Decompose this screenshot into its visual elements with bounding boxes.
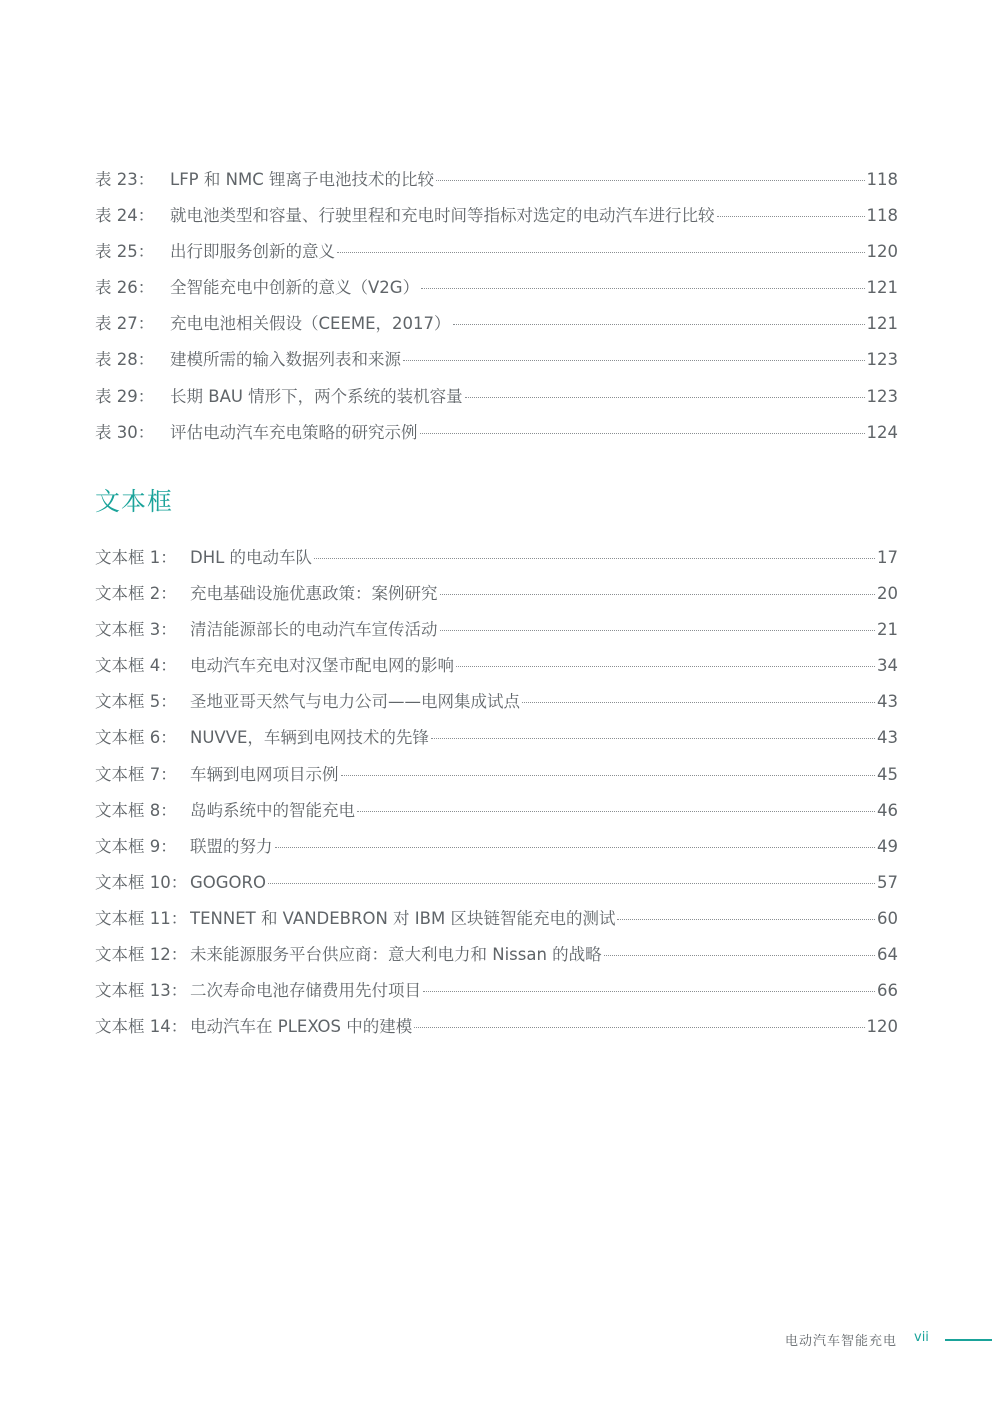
entry-title: GOGORO [190, 872, 266, 892]
entry-label: 表 27： [95, 314, 155, 334]
entry-page: 123 [866, 350, 898, 370]
entry-title: 就电池类型和容量、行驶里程和充电时间等指标对选定的电动汽车进行比较 [170, 206, 715, 226]
entry-page: 123 [866, 386, 898, 406]
entry-label: 表 23： [95, 170, 155, 189]
entry-label: 文本框 12： [95, 945, 188, 965]
entry-title: TENNET 和 VANDEBRON 对 IBM 区块链智能充电的测试 [190, 908, 616, 928]
entry-page: 121 [866, 314, 898, 334]
entry-title: NUVVE，车辆到电网技术的先锋 [190, 728, 429, 748]
entry-label: 表 24： [95, 206, 155, 226]
dot-leader [617, 918, 875, 920]
dot-leader [268, 882, 875, 884]
entry-title: 圣地亚哥天然气与电力公司——电网集成试点 [190, 692, 520, 712]
toc-entry-table-27[interactable] [95, 314, 898, 350]
dot-leader [275, 846, 876, 848]
entry-title: 电动汽车充电对汉堡市配电网的影响 [190, 656, 454, 676]
entry-title: 联盟的努力 [190, 836, 273, 856]
toc-entry-table-25[interactable] [95, 242, 898, 278]
entry-page: 64 [877, 945, 898, 965]
entry-page: 49 [877, 836, 898, 856]
dot-leader [341, 774, 876, 776]
entry-title: 充电基础设施优惠政策：案例研究 [190, 584, 438, 604]
toc-entry-table-29[interactable] [95, 387, 898, 423]
toc-entry-box-4[interactable] [95, 656, 898, 692]
toc-entry-box-3[interactable] [95, 620, 898, 656]
entry-title: 出行即服务创新的意义 [170, 242, 335, 262]
entry-label: 文本框 9： [95, 836, 177, 856]
entry-label: 文本框 13： [95, 981, 188, 1001]
dot-leader [522, 701, 875, 703]
toc-entry-table-28[interactable] [95, 350, 898, 386]
entry-title: 车辆到电网项目示例 [190, 764, 339, 784]
entry-page: 66 [877, 981, 898, 1001]
tables-list [95, 170, 898, 459]
dot-leader [403, 359, 865, 361]
entry-label: 文本框 5： [95, 692, 177, 712]
dot-leader [314, 557, 875, 559]
dot-leader [420, 432, 865, 434]
entry-label: 文本框 14： [95, 1017, 188, 1037]
entry-label: 表 29： [95, 386, 155, 406]
page-footer [0, 1330, 992, 1350]
toc-entry-box-5[interactable] [95, 692, 898, 728]
toc-entry-box-2[interactable] [95, 584, 898, 620]
entry-page: 43 [877, 728, 898, 748]
toc-entry-box-11[interactable] [95, 909, 898, 945]
entry-page: 121 [866, 278, 898, 298]
entry-page: 120 [866, 242, 898, 262]
entry-title: 评估电动汽车充电策略的研究示例 [170, 422, 418, 442]
entry-page: 43 [877, 692, 898, 712]
dot-leader [453, 323, 865, 325]
entry-page: 124 [866, 422, 898, 442]
entry-label: 文本框 8： [95, 800, 177, 820]
toc-entry-table-26[interactable] [95, 278, 898, 314]
entry-label: 文本框 4： [95, 656, 177, 676]
dot-leader [717, 215, 865, 217]
entry-title: 全智能充电中创新的意义（V2G） [170, 278, 420, 298]
dot-leader [440, 593, 876, 595]
dot-leader [456, 665, 875, 667]
toc-entry-box-12[interactable] [95, 945, 898, 981]
toc-entry-box-9[interactable] [95, 837, 898, 873]
dot-leader [357, 810, 875, 812]
toc-entry-box-7[interactable] [95, 765, 898, 801]
dot-leader [431, 737, 875, 739]
dot-leader [440, 629, 876, 631]
dot-leader [465, 396, 865, 398]
entry-label: 表 28： [95, 350, 155, 370]
dot-leader [414, 1026, 864, 1028]
entry-page: 21 [877, 620, 898, 640]
toc-entry-table-30[interactable] [95, 423, 898, 459]
page-number: vii [914, 1330, 929, 1345]
footer-title: 电动汽车智能充电 [784, 1334, 897, 1349]
toc-entry-box-8[interactable] [95, 801, 898, 837]
toc-entry-box-6[interactable] [95, 728, 898, 764]
entry-label: 文本框 7： [95, 764, 177, 784]
entry-title: DHL 的电动车队 [190, 548, 313, 567]
entry-page: 17 [877, 548, 898, 567]
toc-entry-box-1[interactable] [95, 548, 898, 584]
dot-leader [423, 990, 875, 992]
footer-rule [945, 1339, 992, 1341]
toc-entry-box-10[interactable] [95, 873, 898, 909]
toc-entry-table-23[interactable] [95, 170, 898, 206]
entry-label: 文本框 3： [95, 620, 177, 640]
entry-page: 120 [866, 1017, 898, 1037]
entry-title: 二次寿命电池存储费用先付项目 [190, 981, 421, 1001]
entry-page: 57 [877, 872, 898, 892]
entry-page: 46 [877, 800, 898, 820]
boxes-list [95, 548, 898, 1053]
entry-label: 表 30： [95, 422, 155, 442]
entry-label: 文本框 2： [95, 584, 177, 604]
entry-title: 长期 BAU 情形下，两个系统的装机容量 [170, 386, 463, 406]
entry-title: 建模所需的输入数据列表和来源 [170, 350, 401, 370]
section-heading-boxes: 文本框 [95, 487, 174, 516]
entry-label: 文本框 1： [95, 548, 177, 567]
entry-page: 118 [866, 206, 898, 226]
entry-title: 岛屿系统中的智能充电 [190, 800, 355, 820]
entry-page: 118 [866, 170, 898, 189]
entry-label: 文本框 6： [95, 728, 177, 748]
entry-page: 45 [877, 764, 898, 784]
entry-page: 60 [877, 908, 898, 928]
dot-leader [436, 179, 865, 181]
toc-entry-box-13[interactable] [95, 981, 898, 1017]
toc-entry-box-14[interactable] [95, 1017, 898, 1053]
toc-entry-table-24[interactable] [95, 206, 898, 242]
entry-title: LFP 和 NMC 锂离子电池技术的比较 [170, 170, 434, 189]
entry-label: 表 26： [95, 278, 155, 298]
entry-page: 20 [877, 584, 898, 604]
entry-page: 34 [877, 656, 898, 676]
dot-leader [337, 251, 865, 253]
entry-title: 清洁能源部长的电动汽车宣传活动 [190, 620, 438, 640]
entry-title: 未来能源服务平台供应商：意大利电力和 Nissan 的战略 [190, 945, 602, 965]
dot-leader [604, 954, 875, 956]
entry-title: 充电电池相关假设（CEEME，2017） [170, 314, 451, 334]
entry-label: 文本框 11： [95, 908, 188, 928]
entry-label: 文本框 10： [95, 872, 188, 892]
entry-title: 电动汽车在 PLEXOS 中的建模 [190, 1017, 413, 1037]
entry-label: 表 25： [95, 242, 155, 262]
dot-leader [421, 287, 864, 289]
